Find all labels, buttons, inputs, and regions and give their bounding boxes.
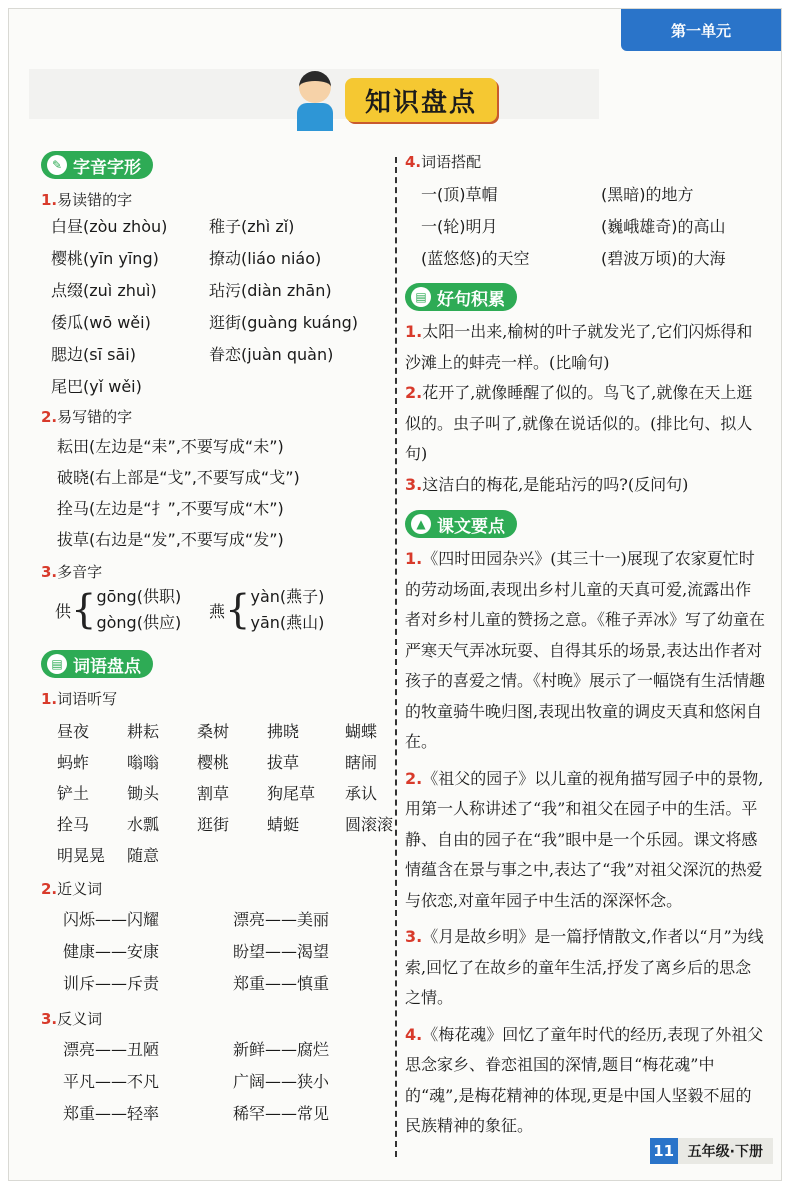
list-item: 白昼(zòu zhòu) (51, 217, 168, 236)
list-item: 平凡——不凡 (63, 1072, 160, 1091)
antonym-list (41, 1037, 386, 1124)
polyphone-block (41, 584, 386, 636)
lesson-points (405, 544, 767, 1142)
section-badge-kwyd: ▲ 课文要点 (405, 510, 517, 538)
word-item: 逛街 (197, 815, 230, 834)
list-item: 健康——安康 (63, 942, 160, 961)
list-item: 拔草(右边是“发”,不要写成“发”) (57, 530, 284, 549)
collocation-list (405, 182, 767, 269)
synonym-list (41, 907, 386, 994)
list-item: 4.《梅花魂》回忆了童年时代的经历,表现了外祖父思念家乡、眷恋祖国的深情,题目“梅花魂”中的“魂”,是梅花精神的体现,更是中国人坚毅不屈的民族精神的象征。 (405, 1024, 764, 1135)
list-item: 尾巴(yǐ wěi) (51, 377, 142, 396)
list-item: 腮边(sī sāi) (51, 345, 136, 364)
list-item: 训斥——斥责 (63, 974, 160, 993)
dictation-grid (41, 719, 394, 866)
sentence-list (405, 317, 767, 500)
subsection-title: 2.易写错的字 (41, 408, 133, 426)
list-item: 郑重——慎重 (233, 974, 330, 993)
list-item: 点缀(zuì zhuì) (51, 281, 157, 300)
subsection-title: 1.易读错的字 (41, 191, 133, 209)
list-item: 破晓(右上部是“戈”,不要写成“戈”) (57, 468, 300, 487)
page-title: 知识盘点 (365, 87, 478, 118)
word-item: 狗尾草 (267, 784, 316, 803)
word-item: 瞎闹 (345, 753, 378, 772)
word-item: 蚂蚱 (57, 753, 90, 772)
grade-label: 五年级·下册 (687, 1144, 763, 1160)
section-badge-hjjl: ▤ 好句积累 (405, 283, 517, 311)
word-item: 桑树 (197, 722, 230, 741)
list-item: 一(轮)明月 (421, 217, 498, 236)
list-item: 2.《祖父的园子》以儿童的视角描写园子中的景物,用第一人称讲述了“我”和祖父在园子中的生活。平静、自由的园子在“我”眼中是一个乐园。课文将感情蕴含在景与事之中,表达了“我”对祖父深沉的热爱与依恋,对童年园子中生活的深深怀念。 (405, 768, 764, 910)
list-item: 逛街(guàng kuáng) (209, 313, 358, 332)
boy-mascot-icon (289, 69, 341, 131)
page-number: 11 (650, 1138, 678, 1164)
list-item: (黑暗)的地方 (601, 185, 694, 204)
list-item: 撩动(liáo niáo) (209, 249, 322, 268)
subsection-title: 3.多音字 (41, 563, 103, 581)
list-item: 玷污(diàn zhān) (209, 281, 332, 300)
list-item: 耘田(左边是“耒”,不要写成“未”) (57, 437, 284, 456)
list-item: 1.《四时田园杂兴》(其三十一)展现了农家夏忙时的劳动场面,表现出乡村儿童的天真可爱,流露出作者对乡村儿童的赞扬之意。《稚子弄冰》写了幼童在严寒天气弄冰玩耍、自得其乐的场景,表达出作者对孩子的喜爱之情。《村晚》展示了一幅饶有生活情趣的牧童骑牛晚归图,表现出牧童的调皮天真和悠闲自在。 (405, 549, 766, 751)
list-item: 稚子(zhì zǐ) (209, 217, 295, 236)
word-item: 蜻蜓 (267, 815, 300, 834)
column-divider (395, 157, 397, 1157)
word-item: 随意 (127, 846, 160, 865)
book-icon: ▤ (47, 654, 67, 674)
list-item: 3.《月是故乡明》是一篇抒情散文,作者以“月”为线索,回忆了在故乡的童年生活,抒发了离乡后的思念之情。 (405, 927, 764, 1007)
word-item: 樱桃 (197, 753, 230, 772)
right-column (405, 151, 767, 1142)
list-item: 稀罕——常见 (233, 1104, 330, 1123)
subsection-title: 1.词语听写 (41, 690, 118, 708)
list-item: 漂亮——丑陋 (63, 1040, 160, 1059)
list-item: 拴马(左边是“扌”,不要写成“木”) (57, 499, 284, 518)
word-item: 锄头 (127, 784, 160, 803)
list-item: 广阔——狭小 (233, 1072, 330, 1091)
word-item: 拂晓 (267, 722, 300, 741)
page-title-box (345, 78, 497, 122)
word-item: 承认 (345, 784, 378, 803)
list-item: 眷恋(juàn quàn) (209, 345, 334, 364)
page-footer (650, 1138, 773, 1164)
polyphone-item: 燕 { yàn(燕子) yān(燕山) (209, 587, 325, 633)
list-item: 2.花开了,就像睡醒了似的。鸟飞了,就像在天上逛似的。虫子叫了,就像在说话似的。(排比句、拟人句) (405, 383, 753, 463)
pencil-icon: ✎ (47, 155, 67, 175)
list-item: 盼望——渴望 (233, 942, 330, 961)
left-column (41, 151, 394, 1124)
writing-list (41, 431, 386, 555)
brace-icon: { (71, 587, 97, 633)
word-item: 水瓢 (127, 815, 160, 834)
list-item: 新鲜——腐烂 (233, 1040, 330, 1059)
list-item: 1.太阳一出来,榆树的叶子就发光了,它们闪烁得和沙滩上的蚌壳一样。(比喻句) (405, 322, 753, 372)
word-item: 蝴蝶 (345, 722, 378, 741)
word-item: 圆滚滚 (345, 815, 394, 834)
list-item: 郑重——轻率 (63, 1104, 160, 1123)
word-item: 昼夜 (57, 722, 90, 741)
word-item: 拴马 (57, 815, 90, 834)
brace-icon: { (225, 587, 251, 633)
graduation-cap-icon: ▲ (411, 514, 431, 534)
section-badge-cypd: ▤ 词语盘点 (41, 650, 153, 678)
list-item: 闪烁——闪耀 (63, 910, 160, 929)
list-item: 3.这洁白的梅花,是能玷污的吗?(反问句) (405, 474, 689, 494)
title-banner (289, 69, 497, 131)
list-item: (蓝悠悠)的天空 (421, 249, 530, 268)
list-item: 一(顶)草帽 (421, 185, 498, 204)
list-item: 樱桃(yīn yīng) (51, 249, 159, 268)
word-item: 铲土 (57, 784, 90, 803)
pronunciation-list (41, 214, 386, 400)
polyphone-item: 供 { gōng(供职) gòng(供应) (55, 587, 182, 633)
subsection-title: 3.反义词 (41, 1010, 103, 1028)
word-item: 耕耘 (127, 722, 160, 741)
word-item: 拔草 (267, 753, 300, 772)
subsection-title: 4.词语搭配 (405, 153, 482, 171)
word-item: 明晃晃 (57, 846, 106, 865)
section-badge-zyzx: ✎ 字音字形 (41, 151, 153, 179)
unit-tab: 第一单元 (621, 9, 781, 51)
list-item: 倭瓜(wō wěi) (51, 313, 151, 332)
word-item: 割草 (197, 784, 230, 803)
subsection-title: 2.近义词 (41, 880, 103, 898)
word-item: 嗡嗡 (127, 753, 160, 772)
list-item: (巍峨雄奇)的高山 (601, 217, 726, 236)
book-icon: ▤ (411, 287, 431, 307)
list-item: (碧波万顷)的大海 (601, 249, 726, 268)
list-item: 漂亮——美丽 (233, 910, 330, 929)
page (8, 8, 782, 1181)
